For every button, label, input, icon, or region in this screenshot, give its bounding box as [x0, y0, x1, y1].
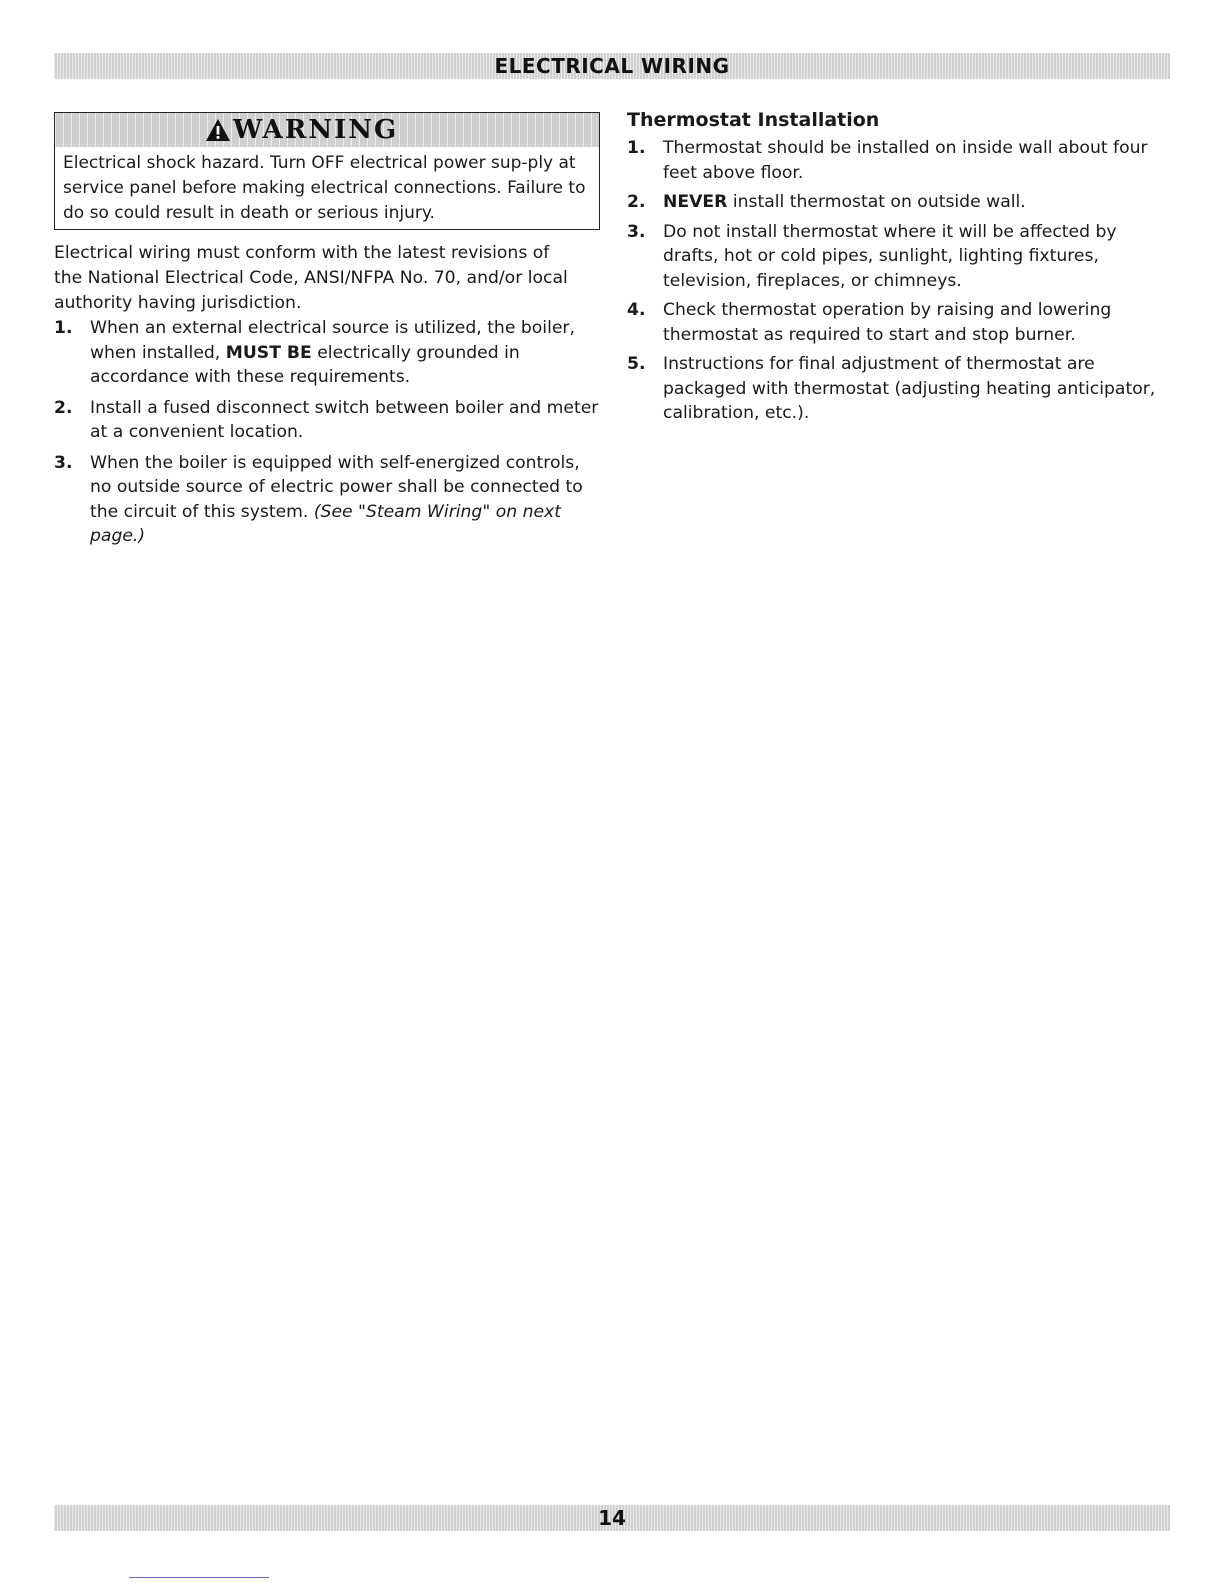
list-item-number: 4.	[627, 300, 646, 320]
list-item-text: Do not install thermostat where it will be affected by drafts, hot or cold pipes, sunlight, lighting fixtures, television, fireplaces, or chimneys.	[663, 221, 1117, 291]
warning-title-group	[205, 114, 398, 146]
section-title: ELECTRICAL WIRING	[494, 54, 730, 78]
list-item-number: 2.	[54, 397, 73, 418]
list-item-text: Instructions for final adjustment of thermostat are packaged with thermostat (adjusting heating anticipator, calibration, etc.).	[663, 354, 1156, 423]
warning-box	[54, 112, 600, 230]
warning-header	[55, 112, 599, 147]
list-item-text: Check thermostat operation by raising and lowering thermostat as required to start and stop burner.	[663, 300, 1112, 345]
list-item	[54, 316, 602, 390]
list-item	[627, 352, 1162, 426]
list-item	[627, 298, 1162, 347]
warning-text: Electrical shock hazard. Turn OFF electrical power sup-ply at service panel before making electrical connections. Failure to do so could result in death or serious injury.	[63, 153, 586, 223]
list-item	[627, 136, 1162, 185]
list-item-number: 1.	[627, 138, 646, 158]
list-item-number: 2.	[627, 192, 646, 212]
warning-title: WARNING	[233, 115, 399, 145]
list-item-text: Thermostat should be installed on inside wall about four feet above floor.	[663, 138, 1148, 183]
list-item-text: install thermostat on outside wall.	[727, 192, 1026, 212]
list-item	[627, 190, 1162, 215]
footer-rule	[129, 1577, 269, 1578]
list-item	[54, 451, 602, 549]
list-item-number: 5.	[627, 354, 646, 374]
thermostat-instructions-list	[627, 136, 1162, 426]
warning-triangle-icon	[205, 118, 231, 142]
list-item-text: When the boiler is equipped with self-energized controls, no outside source of electric power shall be connected to the circuit of this system.	[90, 452, 583, 522]
left-column	[54, 112, 602, 555]
list-item-number: 3.	[54, 452, 73, 473]
list-item-text: When an external electrical source is utilized, the boiler, when installed,	[90, 318, 575, 363]
list-item-text-cont: electrically grounded in accordance with these requirements.	[90, 342, 520, 387]
list-item-emphasis: MUST BE	[225, 342, 312, 363]
list-item-number: 3.	[627, 221, 646, 242]
list-item	[627, 220, 1162, 294]
wiring-requirements-list	[54, 316, 602, 549]
thermostat-heading: Thermostat Installation	[627, 109, 880, 131]
right-column	[627, 108, 1162, 431]
footer-band	[54, 1505, 1170, 1531]
list-item-emphasis: NEVER	[663, 192, 728, 212]
intro-paragraph: Electrical wiring must conform with the latest revisions of the National Electrical Code, ANSI/NFPA No. 70, and/or local authority having jurisdiction.	[54, 243, 568, 313]
page-number: 14	[598, 1506, 626, 1530]
list-item	[54, 396, 602, 445]
list-item-text: Install a fused disconnect switch between boiler and meter at a convenient location.	[90, 397, 599, 442]
section-header-band	[54, 53, 1170, 79]
list-item-number: 1.	[54, 318, 73, 338]
cross-reference-note: (See "Steam Wiring" on next page.)	[90, 501, 561, 546]
